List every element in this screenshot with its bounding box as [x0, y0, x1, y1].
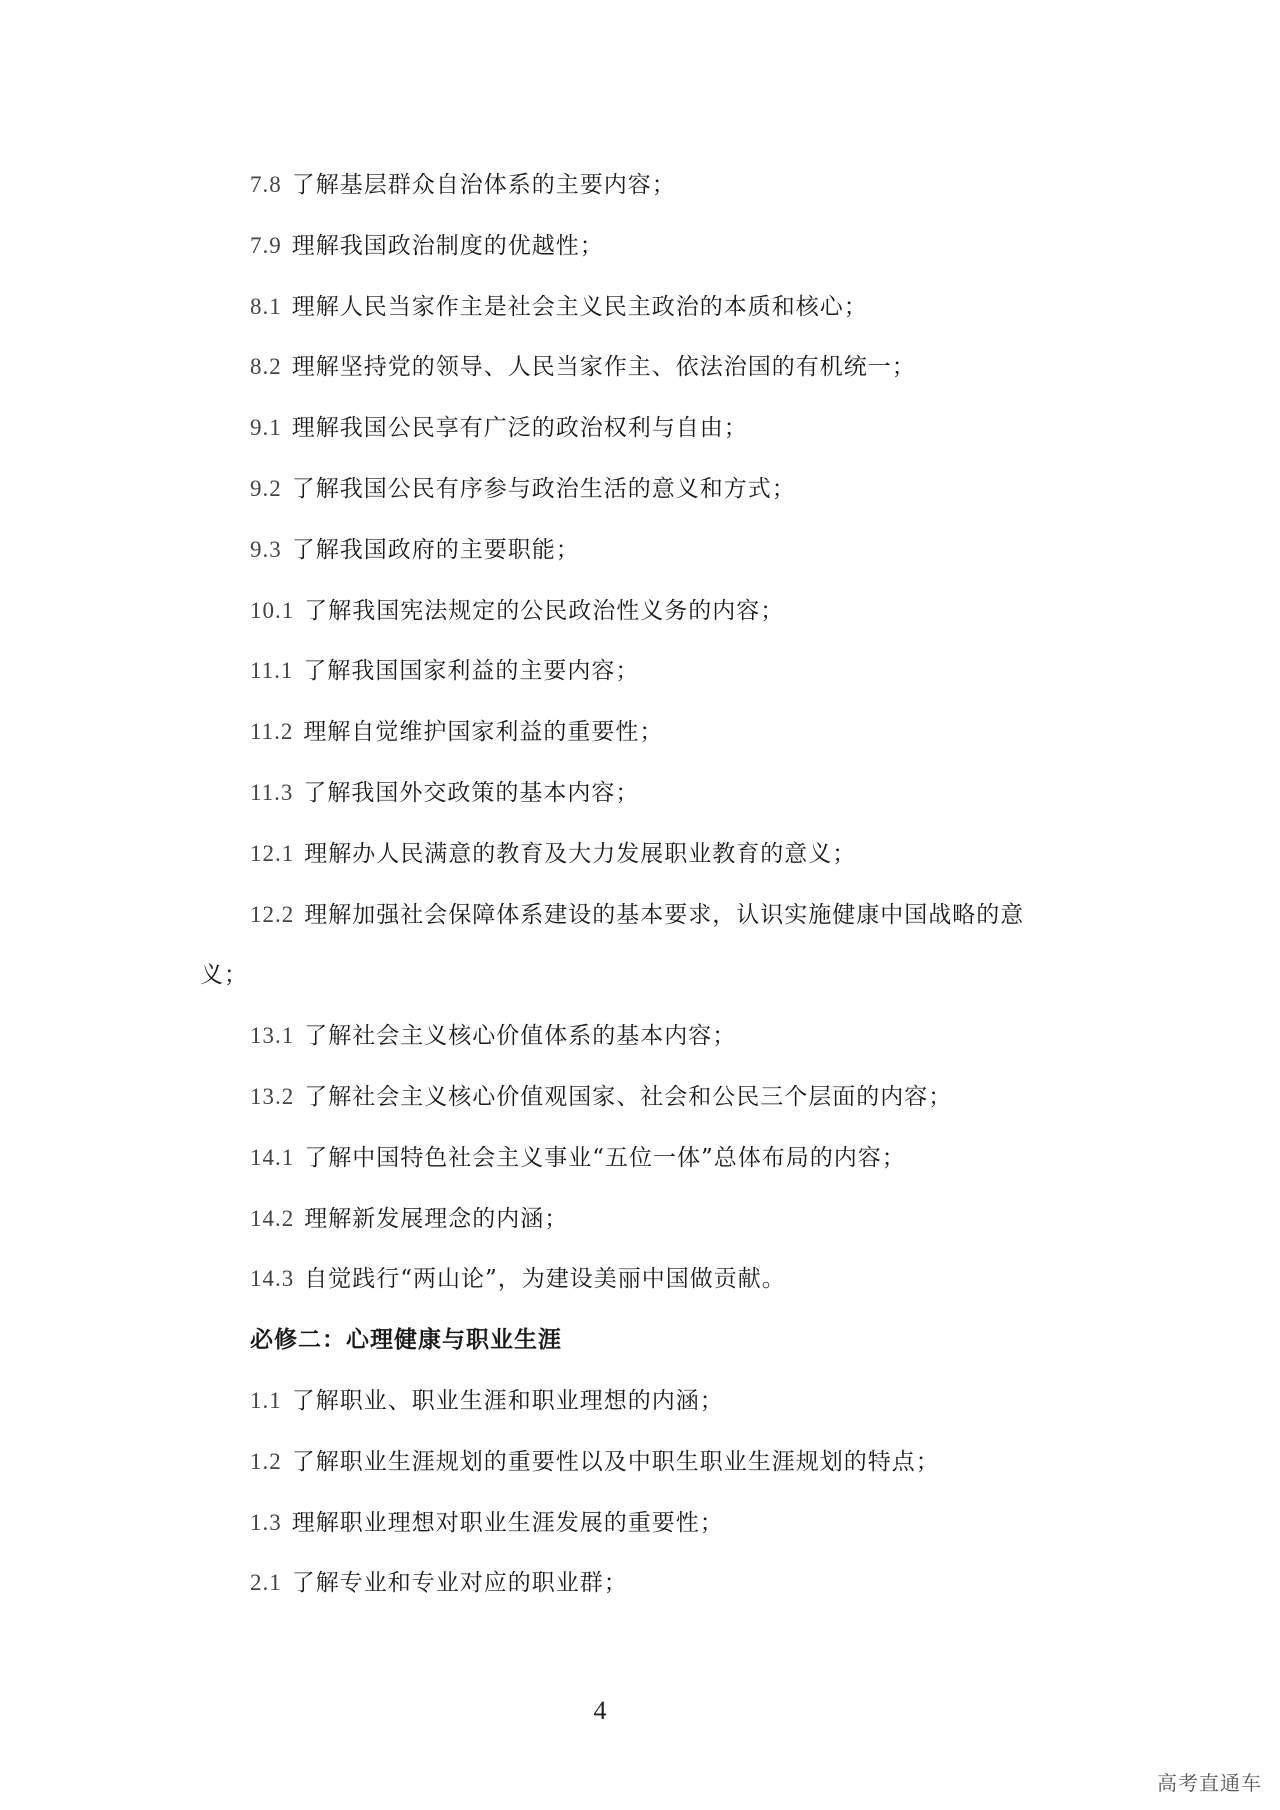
- item-text: 理解自觉维护国家利益的重要性；: [303, 719, 664, 746]
- item-text: 了解中国特色社会主义事业“五位一体”总体布局的内容；: [304, 1144, 906, 1171]
- item-text: 了解我国政府的主要职能；: [291, 536, 580, 563]
- item-text: 理解职业理想对职业生涯发展的重要性；: [291, 1509, 724, 1536]
- list-item: [200, 292, 1120, 322]
- item-number: 10.1: [250, 597, 295, 623]
- item-number: 7.9: [250, 232, 282, 258]
- list-item: [200, 474, 1120, 504]
- list-item: [200, 717, 1120, 747]
- item-number: 11.1: [250, 658, 294, 684]
- item-number: 1.1: [250, 1387, 282, 1413]
- item-number: 9.2: [250, 475, 282, 501]
- item-text: 了解职业生涯规划的重要性以及中职生职业生涯规划的特点；: [291, 1448, 940, 1475]
- page-number: 4: [593, 1696, 607, 1725]
- item-number: 8.2: [250, 354, 282, 380]
- item-text: 了解我国宪法规定的公民政治性义务的内容；: [304, 597, 785, 624]
- list-item: [200, 535, 1120, 565]
- item-text: 理解加强社会保障体系建设的基本要求，认识实施健康中国战略的意: [304, 901, 1025, 928]
- list-item: [200, 352, 1120, 382]
- watermark: 高考直通车: [1157, 1771, 1262, 1795]
- list-item: [200, 656, 1120, 686]
- item-number: 14.1: [250, 1144, 295, 1170]
- list-item: [200, 1082, 1120, 1112]
- section-heading: 必修二：心理健康与职业生涯: [250, 1327, 562, 1354]
- item-number: 14.3: [250, 1266, 295, 1292]
- item-text: 了解基层群众自治体系的主要内容；: [291, 172, 676, 198]
- item-text: 了解职业、职业生涯和职业理想的内涵；: [291, 1387, 724, 1414]
- list-item: [200, 1143, 1120, 1173]
- item-text: 了解社会主义核心价值体系的基本内容；: [304, 1023, 737, 1050]
- item-text: 理解我国公民享有广泛的政治权利与自由；: [291, 415, 748, 442]
- list-item: [200, 1508, 1120, 1538]
- item-text: 了解专业和专业对应的职业群；: [291, 1570, 628, 1597]
- list-item: [200, 1021, 1120, 1051]
- item-number: 12.2: [250, 901, 295, 927]
- item-text: 了解我国外交政策的基本内容；: [303, 779, 640, 806]
- item-text: 理解我国政治制度的优越性；: [291, 232, 604, 259]
- list-item: [200, 900, 1120, 930]
- item-number: 13.1: [250, 1023, 295, 1049]
- item-number: 11.3: [250, 779, 294, 805]
- item-number: 7.8: [250, 172, 282, 197]
- list-item: [200, 1264, 1120, 1294]
- item-number: 12.1: [250, 840, 295, 866]
- item-text-continuation: 义；: [200, 962, 248, 989]
- item-number: 2.1: [250, 1570, 282, 1596]
- page-content: [200, 170, 1120, 1629]
- list-item: [200, 596, 1120, 626]
- list-item: [200, 1204, 1120, 1234]
- list-item: [200, 170, 1120, 200]
- item-number: 13.2: [250, 1083, 295, 1109]
- item-text: 理解办人民满意的教育及大力发展职业教育的意义；: [304, 840, 857, 867]
- list-item: [200, 413, 1120, 443]
- item-number: 9.1: [250, 415, 282, 441]
- item-number: 9.3: [250, 536, 282, 562]
- item-number: 1.3: [250, 1509, 282, 1535]
- list-item: [200, 1568, 1120, 1598]
- item-number: 11.2: [250, 719, 294, 745]
- item-text: 了解社会主义核心价值观国家、社会和公民三个层面的内容；: [304, 1083, 953, 1110]
- item-text: 理解人民当家作主是社会主义民主政治的本质和核心；: [291, 293, 868, 320]
- item-text: 自觉践行“两山论”，为建设美丽中国做贡献。: [304, 1266, 786, 1293]
- list-item: [200, 231, 1120, 261]
- item-text: 了解我国公民有序参与政治生活的意义和方式；: [291, 475, 796, 502]
- list-item: [200, 778, 1120, 808]
- list-item: [200, 1386, 1120, 1416]
- item-text: 了解我国国家利益的主要内容；: [303, 658, 640, 685]
- item-text: 理解坚持党的领导、人民当家作主、依法治国的有机统一；: [291, 354, 916, 381]
- list-item: [200, 1447, 1120, 1477]
- item-number: 14.2: [250, 1205, 295, 1231]
- item-text: 理解新发展理念的内涵；: [304, 1205, 569, 1232]
- list-item: [200, 839, 1120, 869]
- item-number: 8.1: [250, 293, 282, 319]
- item-number: 1.2: [250, 1448, 282, 1474]
